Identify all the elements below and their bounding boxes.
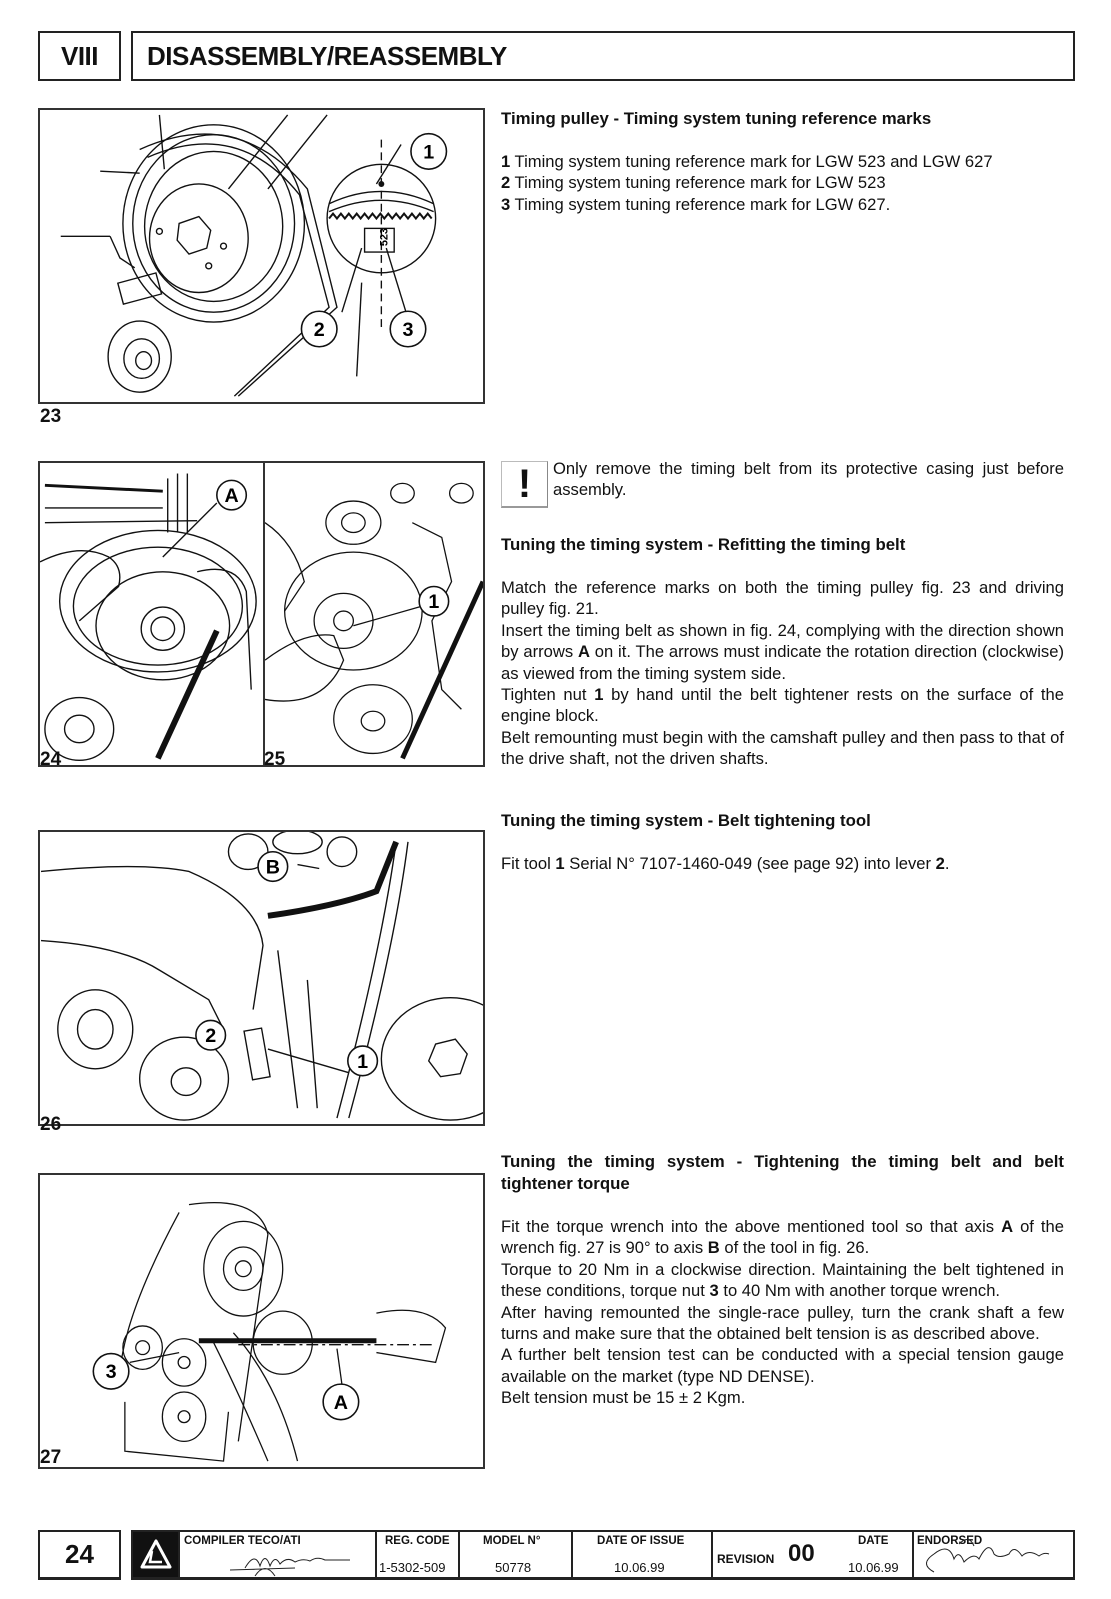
model-cell: [460, 1532, 573, 1577]
inset-mark-label: 523: [378, 228, 391, 247]
reg-code-cell: [377, 1532, 460, 1577]
warning-icon: !: [501, 461, 548, 508]
callout-2: 2: [205, 1025, 217, 1048]
endorsed-signature: [914, 1534, 1054, 1578]
figure-25: [263, 461, 485, 767]
figure-23: [38, 108, 485, 404]
callout-3: 3: [402, 318, 414, 341]
figure-24: [38, 461, 265, 767]
torque-wrench-illustration: [40, 1175, 483, 1467]
section-title: Tuning the timing system - Tightening the timing belt and belt tightener torque: [501, 1152, 1064, 1193]
reg-code-label: REG. CODE: [385, 1535, 450, 1547]
paragraph: Tighten nut 1 by hand until the belt tightener rests on the surface of the engine block.: [501, 685, 1064, 726]
section-reference-marks: [501, 108, 1064, 215]
revision-cell: [713, 1532, 914, 1577]
item-text: Timing system tuning reference mark for LGW 627.: [510, 194, 891, 214]
callout-1: 1: [428, 591, 440, 614]
item-number: 2: [501, 173, 511, 193]
figure-24-number: 24: [40, 749, 62, 770]
paragraph: Insert the timing belt as shown in fig. 24, complying with the direction shown by arrows A on it. The arrows must indicate the rotation direction (clockwise) as viewed from the timing system side.: [501, 620, 1064, 683]
paragraph: Match the reference marks on both the timing pulley fig. 23 and driving pulley fig. 21.: [501, 578, 1064, 619]
paragraph: A further belt tension test can be conducted with a special tension gauge available on the market (type ND DENSE).: [501, 1345, 1064, 1386]
list-item: [501, 151, 1064, 172]
paragraph: After having remounted the single-race pulley, turn the crank shaft a few turns and make sure that the obtained belt tension is as described above.: [501, 1302, 1064, 1344]
tightener-nut-illustration: [265, 463, 483, 765]
paragraph: Fit the torque wrench into the above mentioned tool so that axis A of the wrench fig. 27 is 90° to axis B of the tool in fig. 26.: [501, 1217, 1064, 1258]
paragraph: Torque to 20 Nm in a clockwise direction. Maintaining the belt tightened in these conditions, torque nut 3 to 40 Nm with another torque wrench.: [501, 1259, 1064, 1301]
section-title: Tuning the timing system - Refitting the timing belt: [501, 535, 906, 554]
warning-text: Only remove the timing belt from its protective casing just before assembly.: [553, 459, 1064, 500]
date-label: DATE: [858, 1535, 889, 1547]
page-number: 24: [38, 1530, 121, 1580]
page-title: DISASSEMBLY/REASSEMBLY: [131, 31, 1075, 81]
timing-pulley-illustration: [40, 110, 483, 402]
paragraph: Fit tool 1 Serial N° 7107-1460-049 (see page 92) into lever 2.: [501, 854, 950, 873]
list-item: [501, 194, 1064, 215]
issue-date-value: 10.06.99: [614, 1560, 665, 1575]
chapter-number: VIII: [38, 31, 121, 81]
compiler-signature: [225, 1546, 355, 1578]
paragraph: Belt tension must be 15 ± 2 Kgm.: [501, 1388, 746, 1408]
compiler-cell: [180, 1532, 377, 1577]
model-label: MODEL N°: [483, 1535, 541, 1547]
list-item: [501, 172, 1064, 193]
tightening-tool-illustration: [40, 832, 483, 1124]
issue-date-cell: [573, 1532, 713, 1577]
section-title: Tuning the timing system - Belt tightening tool: [501, 811, 871, 830]
callout-1: 1: [357, 1050, 369, 1073]
date-value: 10.06.99: [848, 1560, 899, 1575]
item-number: 3: [501, 194, 511, 214]
endorsed-cell: [914, 1532, 1073, 1577]
footer-table: [131, 1530, 1075, 1580]
paragraph: Belt remounting must begin with the camshaft pulley and then pass to that of the drive shaft, not the driven shafts.: [501, 727, 1064, 769]
belt-fitting-illustration: [40, 463, 263, 765]
issue-date-label: DATE OF ISSUE: [597, 1535, 685, 1547]
callout-1: 1: [423, 141, 435, 164]
reg-code-value: 1-5302-509: [379, 1560, 446, 1575]
section-tightening-tool: [501, 810, 1064, 874]
item-text: Timing system tuning reference mark for LGW 523 and LGW 627: [510, 152, 993, 171]
item-number: 1: [501, 152, 511, 171]
lancia-logo-icon: [139, 1538, 173, 1572]
compiler-label: COMPILER TECO/ATI: [184, 1535, 301, 1547]
revision-value: 00: [788, 1540, 815, 1567]
figure-23-number: 23: [40, 406, 62, 427]
item-text: Timing system tuning reference mark for LGW 523: [510, 173, 886, 193]
endorsed-label: ENDORSED: [917, 1535, 983, 1547]
figure-26-number: 26: [40, 1114, 62, 1135]
callout-3: 3: [105, 1361, 117, 1384]
logo-cell: [133, 1532, 180, 1577]
figure-26: [38, 830, 485, 1126]
figure-25-number: 25: [264, 749, 286, 770]
figure-27-number: 27: [40, 1447, 62, 1468]
callout-a: A: [333, 1391, 349, 1414]
figure-27: [38, 1173, 485, 1469]
section-belt-torque: [501, 1151, 1064, 1409]
section-refitting-belt: [501, 534, 1064, 770]
callout-a: A: [224, 485, 239, 508]
revision-label: REVISION: [717, 1552, 775, 1566]
callout-b: B: [265, 856, 280, 879]
section-title: Timing pulley - Timing system tuning reference marks: [501, 109, 932, 128]
callout-2: 2: [313, 318, 325, 341]
model-value: 50778: [495, 1560, 532, 1575]
